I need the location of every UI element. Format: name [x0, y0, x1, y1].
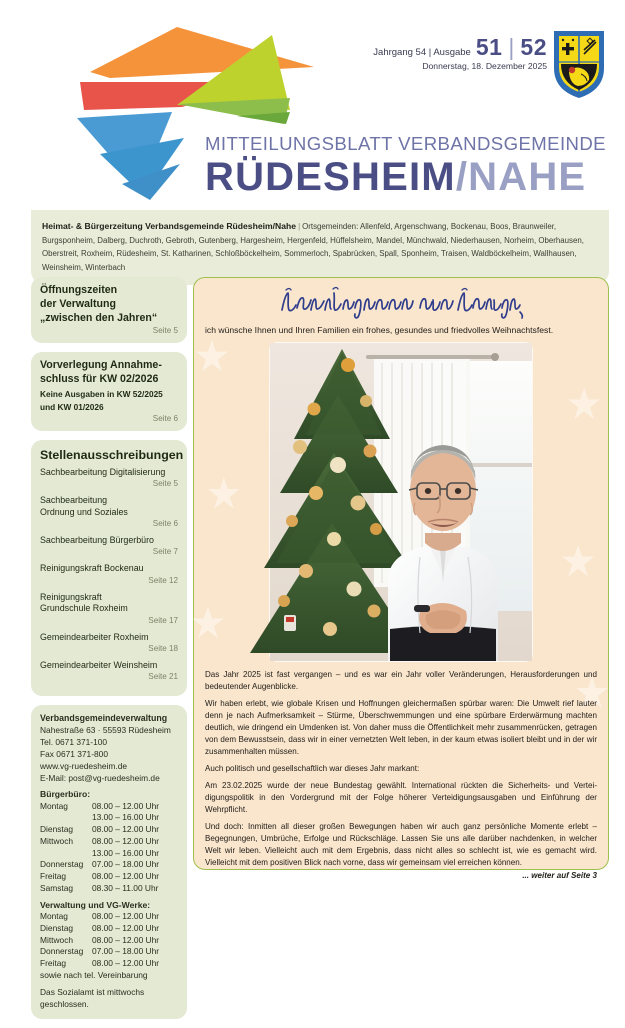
photo-illustration — [270, 343, 532, 661]
article-paragraph: Auch politisch und gesellschaftlich war dieses Jahr markant: — [205, 763, 420, 773]
masthead — [0, 0, 625, 205]
masthead-title-top: MITTEILUNGSBLATT VERBANDSGEMEINDE — [205, 133, 606, 154]
band-lead: Heimat- & Bürgerzeitung Verbandsgemeinde Rüdesheim/Nahe — [42, 221, 297, 231]
hours-row — [40, 824, 178, 836]
jobs-title: Stellenausschreibungen — [40, 447, 184, 462]
masthead-title — [205, 135, 606, 198]
hours-row — [40, 935, 178, 947]
band-separator: | — [298, 222, 301, 231]
hours-row — [40, 883, 178, 895]
hours-row — [40, 911, 178, 923]
hours-row — [40, 946, 178, 958]
masthead-title-light: /NAHE — [455, 154, 587, 199]
appointment-note: sowie nach tel. Vereinbarung — [40, 969, 148, 980]
job-page-ref: Seite 6 — [152, 519, 178, 528]
job-item[interactable] — [40, 592, 178, 625]
sidebar-card-jobs[interactable] — [31, 440, 187, 697]
continuation-note: ... weiter auf Seite 3 — [522, 871, 597, 881]
opening-line-3: „zwischen den Jahren“ — [40, 311, 158, 324]
issue-date: Donnerstag, 18. Dezember 2025 — [422, 61, 547, 72]
hours-time: 08.00 – 12.00 Uhr — [92, 958, 160, 969]
article-body — [205, 669, 597, 868]
hours-time: 13.00 – 16.00 Uhr — [92, 847, 160, 858]
job-item[interactable] — [40, 495, 178, 528]
band-label: Ortsgemeinden: — [302, 222, 359, 231]
handwritten-greeting — [276, 286, 526, 320]
hours-day: Freitag — [40, 871, 67, 882]
hours-day — [40, 812, 92, 824]
contact-email[interactable]: E-Mail: post@vg-ruedesheim.de — [40, 772, 160, 783]
job-page-ref: Seite 18 — [148, 643, 178, 653]
article-paragraph: Das Jahr 2025 ist fast vergangen – und es war ein Jahr voller Veränderungen, Herausforderungen und bedeutender Augenblicke. — [205, 670, 597, 691]
hours-day — [40, 848, 92, 860]
issue-prefix: Jahrgang 54 | Ausgabe — [373, 47, 471, 58]
deadline-sub-2: und KW 01/2026 — [40, 401, 104, 412]
contact-fax: Fax 0671 371-800 — [40, 748, 108, 759]
job-page-ref: Seite 5 — [152, 479, 178, 489]
hours-day: Samstag — [40, 883, 74, 893]
hours-day: Montag — [40, 800, 68, 811]
band-municipalities: Allenfeld, Argenschwang, Bockenau, Boos, Braunweiler, Burgsponheim, Dalberg, Duchroth, Gebroth, Gutenberg, Hargesheim, Hergenfeld, Hüffelsheim, Mandel, Münchwald, Niederhausen, Norheim, Oberhausen, Oberstreit, Roxheim, Rüdesheim, St. Katharinen, Schloßböckelheim, Sommerloch, Spabrücken, Spall, Sponheim, Traisen, Waldböckelheim, Wallhausen, Weinsheim, Winterbach — [42, 222, 584, 272]
hours-time: 07.00 – 18.00 Uhr — [92, 946, 160, 957]
job-page-ref: Seite 12 — [148, 575, 178, 585]
sidebar — [31, 277, 187, 1028]
opening-line-2: der Verwaltung — [40, 297, 116, 310]
masthead-title-main — [205, 156, 606, 198]
hours-row — [40, 871, 178, 883]
job-page-ref: Seite 17 — [148, 615, 178, 625]
job-title: Gemeindearbeiter Roxheim — [40, 631, 149, 642]
sidebar-card-contact[interactable] — [31, 705, 187, 1018]
issue-separator: | — [508, 34, 515, 60]
job-page-ref: Seite 7 — [152, 547, 178, 557]
hours-row — [40, 923, 178, 935]
hours-day: Mittwoch — [40, 835, 74, 846]
hours-time: 08.00 – 12.00 Uhr — [92, 800, 160, 811]
deadline-line-1: Vorverlegung Annahme- — [40, 359, 162, 372]
hours-time: 08.00 – 12.00 Uhr — [92, 910, 160, 921]
masthead-title-dark: RÜDESHEIM — [205, 154, 456, 199]
article-paragraph: Wir haben erlebt, wie globale Krisen und Hoffnungen gleichermaßen spürbar waren: Die Umwelt rief lauter denn je nach Aufmerksamkeit – Stürme, Überschwemmungen und eine spürbare Erderwärmung machten deutlich, wie dringend ein Umdenken ist. Von daher muss die Öffentlichkeit mehr zusammenrücken, getragen von dem Bewusstsein, dass wir in einer vernetzten Welt leben, in der kaum etwas isoliert bleibt und in der wir zusammenhalten müssen. — [205, 699, 597, 756]
closed-note: Das Sozialamt ist mittwochs geschlossen. — [40, 986, 145, 1009]
contact-title: Verbandsgemeindeverwaltung — [40, 713, 168, 724]
job-item[interactable] — [40, 467, 178, 488]
verwaltung-label: Verwaltung und VG-Werke: — [40, 899, 151, 910]
issue-number-a: 51 — [475, 34, 503, 60]
hours-row — [40, 801, 178, 813]
job-title: Gemeindearbeiter Weinsheim — [40, 659, 158, 670]
deadline-line-2: schluss für KW 02/2026 — [40, 373, 159, 386]
hours-time: 08.00 – 12.00 Uhr — [92, 824, 160, 835]
hours-time: 08.30 – 11.00 Uhr — [92, 883, 159, 893]
job-title: Sachbearbeitung Bürgerbüro — [40, 535, 154, 545]
issue-info — [373, 34, 547, 72]
hours-row — [40, 848, 178, 860]
deadline-sub-1: Keine Ausgaben in KW 52/2025 — [40, 388, 163, 399]
job-title: Reinigungskraft Bockenau — [40, 563, 144, 574]
coat-of-arms-icon — [551, 28, 607, 100]
hours-day: Freitag — [40, 958, 67, 969]
main-article-panel — [193, 277, 609, 881]
hours-day: Donnerstag — [40, 859, 84, 870]
deadline-page-ref: Seite 6 — [152, 413, 178, 423]
hours-time: 08.00 – 12.00 Uhr — [92, 835, 160, 846]
hours-time: 13.00 – 16.00 Uhr — [92, 812, 160, 823]
job-item[interactable] — [40, 632, 178, 653]
hours-time: 08.00 – 12.00 Uhr — [92, 922, 160, 933]
hours-row — [40, 836, 178, 848]
hours-row — [40, 958, 178, 970]
sidebar-card-deadline[interactable] — [31, 352, 187, 430]
opening-page-ref: Seite 5 — [152, 326, 178, 336]
hours-row — [40, 859, 178, 871]
job-item[interactable] — [40, 660, 178, 681]
buergerbuero-label: Bürgerbüro: — [40, 789, 91, 800]
verwaltung-hours-table — [40, 911, 178, 970]
article-paragraph: Am 23.02.2025 wurde der neue Bundestag gewählt. International rückten die Sicherheits- und Verteidigungspolitik in den Vordergrund mit der Folge höherer Verteidigungsausgaben und Einführung der Wehrpflicht. — [205, 781, 597, 814]
sidebar-card-opening-hours[interactable] — [31, 277, 187, 343]
hours-day: Donnerstag — [40, 946, 84, 957]
job-title: Sachbearbeitung Ordnung und Soziales — [40, 495, 128, 517]
hours-row — [40, 812, 178, 824]
job-page-ref: Seite 21 — [148, 672, 178, 682]
greeting-line: ich wünsche Ihnen und Ihren Familien ein frohes, gesundes und friedvolles Weihnachtsfest. — [205, 325, 554, 335]
article-paragraph: Und doch: Inmitten all dieser großen Bewegungen haben wir auch ganz persönliche Momente erlebt – Begegnungen, Umbrüche, Erfolge und Rückschläge. Lassen Sie uns alle darüber nachdenken, in welcher Welt wir leben. Vielleicht auch mit dem Ergebnis, dass nicht alles so schlecht ist, wie es gemacht wird. Vielleicht mit dem positiven Blick nach vorne, dass wir gemeinsam viel erreichen können. — [205, 822, 597, 867]
subtitle-band — [31, 210, 609, 285]
contact-website[interactable]: www.vg-ruedesheim.de — [40, 760, 128, 771]
issue-number-b: 52 — [520, 34, 547, 60]
job-title: Sachbearbeitung Digitalisierung — [40, 466, 166, 477]
hours-day: Montag — [40, 910, 68, 921]
hours-time: 07.00 – 18.00 Uhr — [92, 859, 160, 870]
mayor-photo — [270, 343, 532, 661]
hours-time: 08.00 – 12.00 Uhr — [92, 871, 160, 882]
hours-day: Dienstag — [40, 922, 74, 933]
buergerbuero-hours-table — [40, 801, 178, 895]
contact-phone: Tel. 0671 371-100 — [40, 736, 108, 747]
opening-line-1: Öffnungszeiten — [40, 284, 118, 296]
job-item[interactable] — [40, 563, 178, 584]
hours-time: 08.00 – 12.00 Uhr — [92, 934, 160, 945]
contact-address: Nahestraße 63 · 55593 Rüdesheim — [40, 724, 171, 735]
job-title: Reinigungskraft Grundschule Roxheim — [40, 591, 128, 614]
jobs-list — [40, 467, 178, 682]
job-item[interactable] — [40, 535, 178, 556]
hours-day: Dienstag — [40, 824, 74, 835]
hours-day: Mittwoch — [40, 934, 74, 945]
